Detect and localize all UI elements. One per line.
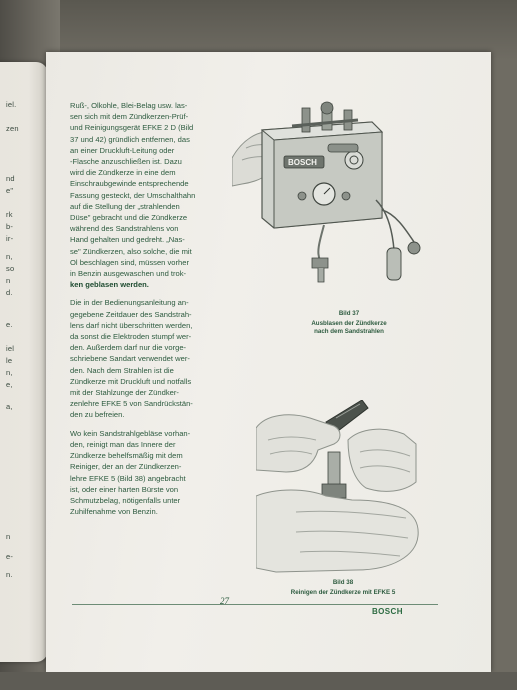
text-line: -Flasche anzuschließen ist. Dazu bbox=[70, 157, 182, 167]
background-bottom bbox=[0, 672, 517, 690]
paragraph-1 bbox=[70, 100, 252, 290]
left-fragment: iel. bbox=[6, 100, 17, 109]
body-text-column bbox=[70, 100, 252, 524]
background-top bbox=[0, 0, 517, 60]
left-fragment: n, bbox=[6, 368, 13, 377]
text-line: Ruß-, Olkohle, Blei-Belag usw. las- bbox=[70, 101, 188, 110]
text-line: schriebene Sandart verwendet wer- bbox=[70, 354, 190, 364]
left-fragment: n bbox=[6, 276, 11, 285]
left-page-edge bbox=[0, 62, 48, 662]
text-line: Einschraubgewinde entsprechende bbox=[70, 179, 189, 189]
text-line: Zündkerze behelfsmäßig mit dem bbox=[70, 451, 183, 461]
device-brand-label: BOSCH bbox=[288, 158, 317, 167]
text-line: Zündkerze mit Druckluft und notfalls bbox=[70, 376, 192, 386]
left-fragment: e, bbox=[6, 380, 13, 389]
left-fragment: nd bbox=[6, 174, 15, 183]
text-line: ist, oder einer harten Bürste von bbox=[70, 484, 179, 494]
paragraph-2 bbox=[70, 297, 252, 420]
text-line: an einer Druckluft-Leitung oder bbox=[70, 145, 175, 155]
figure-37-caption bbox=[264, 310, 434, 337]
text-line: während des Sandstrahlens von bbox=[70, 224, 179, 234]
left-fragment: zen bbox=[6, 124, 19, 133]
text-line: Schmutzbelag, nötigenfalls unter bbox=[70, 495, 181, 505]
figure-37-caption-line: Ausblasen der Zündkerze bbox=[311, 319, 387, 327]
figure-37-caption-line: nach dem Sandstrahlen bbox=[314, 328, 384, 335]
text-line: den. Nach dem Strahlen ist die bbox=[70, 365, 174, 375]
left-fragment: b- bbox=[6, 222, 14, 231]
text-line: wird die Zündkerze in eine dem bbox=[70, 168, 176, 178]
text-line: Reiniger, der an der Zündkerzen- bbox=[70, 462, 182, 472]
document-page bbox=[46, 52, 491, 672]
text-line: mit der Stahlzunge der Zündker- bbox=[70, 388, 179, 398]
text-line: Ol beschlagen sind, müssen vorher bbox=[70, 257, 190, 267]
text-line: lehre EFKE 5 (Bild 38) angebracht bbox=[70, 473, 186, 483]
text-line: den. Außerdem darf nur die vorge- bbox=[70, 343, 187, 353]
text-line: Wo kein Sandstrahlgebläse vorhan- bbox=[70, 428, 191, 438]
figure-38-hands-illustration bbox=[256, 400, 426, 580]
left-fragment: e" bbox=[6, 186, 14, 195]
text-line: den, reinigt man das Innere der bbox=[70, 439, 176, 449]
text-line: und Reinigungsgerät EFKE 2 D (Bild bbox=[70, 123, 194, 133]
left-fragment: so bbox=[6, 264, 15, 273]
left-fragment: rk bbox=[6, 210, 13, 219]
text-line: 37 und 42) gründlich entfernen, das bbox=[70, 134, 190, 144]
left-fragment: d. bbox=[6, 288, 13, 297]
text-line-bold: ken geblasen werden. bbox=[70, 280, 149, 290]
footer-brand: BOSCH bbox=[372, 607, 403, 616]
text-line: sen sich mit dem Zündkerzen-Prüf- bbox=[70, 112, 189, 122]
page-number: 27 bbox=[220, 596, 229, 606]
text-line: da sonst die Elektroden stumpf wer- bbox=[70, 332, 192, 342]
left-fragment: le bbox=[6, 356, 13, 365]
text-line: Die in der Bedienungsanleitung an- bbox=[70, 298, 189, 308]
figure-38-caption-line: Reinigen der Zündkerze mit EFKE 5 bbox=[290, 588, 396, 596]
footer-rule bbox=[72, 604, 438, 605]
text-line: den zu befreien. bbox=[70, 410, 125, 420]
text-line: auf die Stellung der „strahlenden bbox=[70, 201, 180, 211]
left-fragment: n bbox=[6, 532, 11, 541]
text-line: Düse" gebracht und die Zündkerze bbox=[70, 213, 188, 223]
text-line: lens darf nicht überschritten werden, bbox=[70, 320, 193, 330]
left-fragment: ir- bbox=[6, 234, 14, 243]
left-fragment: e. bbox=[6, 320, 13, 329]
text-line: gegebene Zeitdauer des Sandstrah- bbox=[70, 309, 192, 319]
text-line: Zuhilfenahme von Benzin. bbox=[70, 507, 158, 517]
left-fragment: n, bbox=[6, 252, 13, 261]
left-fragment: iel bbox=[6, 344, 15, 353]
left-fragment: n. bbox=[6, 570, 13, 579]
left-fragment: a, bbox=[6, 402, 13, 411]
text-line: Hand gehalten und gedreht. „Nas- bbox=[70, 235, 185, 245]
figure-38-number: Bild 38 bbox=[332, 579, 354, 586]
figure-37-number: Bild 37 bbox=[338, 310, 360, 317]
paragraph-3 bbox=[70, 428, 252, 518]
text-line: Fassung gesteckt, der Umschalthahn bbox=[70, 190, 196, 200]
text-line: se" Zündkerzen, also solche, die mit bbox=[70, 246, 192, 256]
text-line: in Benzin ausgewaschen und trok- bbox=[70, 269, 187, 279]
text-line: zenlehre EFKE 5 von Sandrückstän- bbox=[70, 399, 193, 409]
figure-37-device-illustration bbox=[232, 100, 422, 300]
figure-38-caption bbox=[258, 579, 428, 597]
left-fragment: e- bbox=[6, 552, 14, 561]
